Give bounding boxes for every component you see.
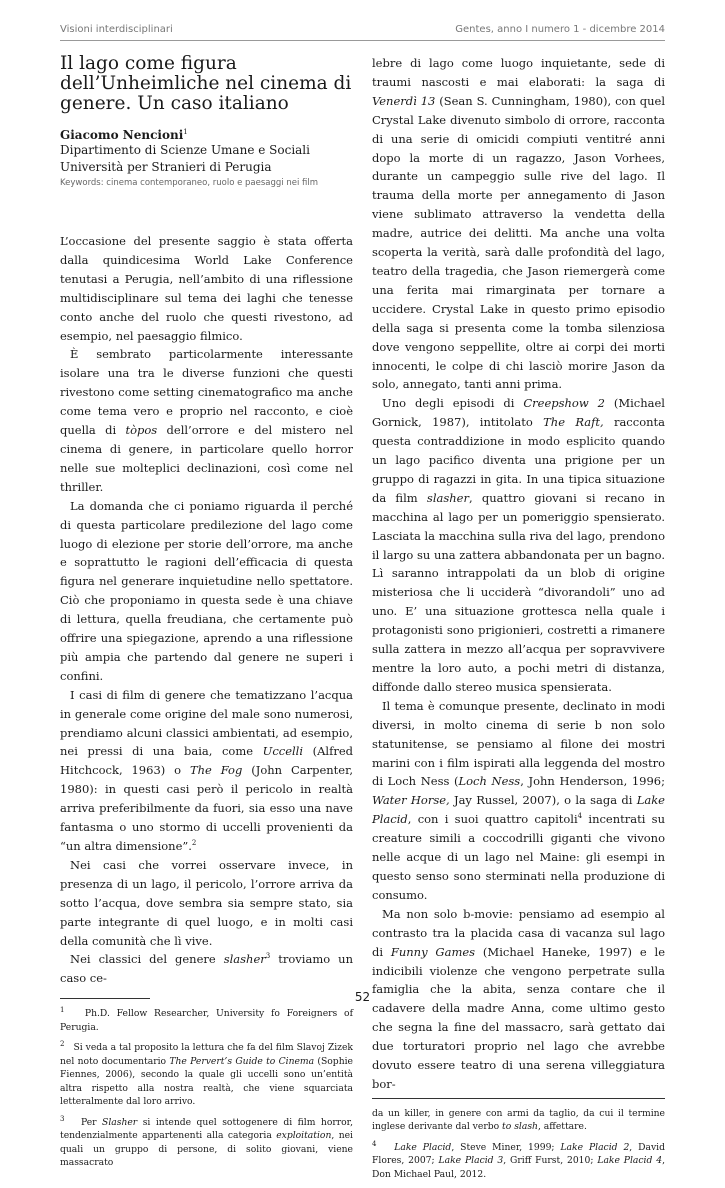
text-run: incentrati su creature simili a coccodrilli giganti che vivono nelle acque di un lago nel Maine: gli esempi in questo senso sono sterminati nella produzione di consumo. — [372, 812, 665, 902]
text-run: Uno degli episodi di — [382, 396, 524, 411]
film-title: The Fog — [189, 763, 243, 778]
footnote-4 — [372, 1141, 665, 1182]
footnote-text: Ph.D. Fellow Researcher, University fo Foreigners of Perugia. — [60, 1008, 353, 1033]
keywords: Keywords: cinema contemporaneo, ruolo e paesaggi nei film — [60, 178, 319, 188]
footnote-text: Per — [80, 1116, 103, 1128]
footnote-text: da un killer, in genere con armi da taglio, da cui il termine inglese derivante dal verbo — [372, 1107, 665, 1133]
italic-term: exploitation — [276, 1130, 332, 1142]
text-run: , quattro giovani si recano in macchina al lago per un pomeriggio spensierato. Lasciata la macchina sulla riva del lago, prendono il largo su una zattera abbandonata per un bagno. Lì saranno intrappolati da un blob di origine misteriosa che li ucciderà “divorandoli” uno ad uno. E’ una situazione grottesca nella quale i protagonisti sono prigionieri, costretti a rimanere sulla zattera in mezzo all’acqua per sopravvivere mentre la loro auto, a pochi metri di distanza, diffonde dallo stereo musica spensierata. — [372, 490, 666, 694]
paragraph — [60, 686, 353, 856]
film-title: The Pervert’s Guide to Cinema — [169, 1055, 315, 1067]
text-run: È sembrato particolarmente interessante isolare una tra le diverse funzioni che questi rivestono come setting cinematografico ma anche come tema vero e proprio nel racconto, e cioè quella di — [60, 347, 353, 438]
footnote-rule — [372, 1098, 665, 1099]
text-run: , John Henderson, 1996; — [520, 774, 665, 789]
film-title: Creepshow 2 — [523, 396, 605, 411]
footnote-text: , Steve Miner, 1999; — [451, 1141, 561, 1153]
left-footnotes — [60, 1007, 353, 1170]
film-title: Funny Games — [390, 944, 476, 959]
author-footnote-ref: 1 — [183, 128, 188, 136]
footnote-2 — [60, 1041, 353, 1109]
paragraph: La domanda che ci poniamo riguarda il perché di questa particolare predilezione del lago come luogo di elezione per storie dell’orrore, ma anche e soprattutto le ragioni dell’efficacia di questa figura nel generare inquietudine nello spettatore. Ciò che proponiamo in questa sede è una chiave di lettura, quella freudiana, che certamente può offrire una spiegazione, aprendo a una riflessione più ampia che partendo dal genere ne superi i confini. — [60, 498, 353, 683]
text-run: Ma non solo b-movie: pensiamo ad esempio al contrasto tra la placida casa di vacanza sul lago di — [372, 906, 665, 959]
text-run: (Sean S. Cunningham, 1980), con quel Crystal Lake divenuto simbolo di orrore, racconta di una serie di omicidi compiuti ventitré anni dopo la morte di un ragazzo, Jason Vorhees, durante un campeggio sulle rive del lago. Il trauma della morte per annegamento di Jason viene sublimato attraverso la vendetta della madre, autrice dei delitti. Ma anche una volta scoperta la verità, sarà dalle profondità del lago, teatro della tragedia, che Jason riemergerà come una ferita mai rimarginata per tornare a uccidere. Crystal Lake in questo primo episodio della saga si presenta come la tomba silenziosa dove vengono seppellite, oltre ai corpi dei morti innocenti, le colpe di chi lasciò morire Jason da solo, annegato, tanti anni prima. — [372, 93, 665, 392]
film-title: Lake Placid 2 — [560, 1141, 630, 1153]
right-footnotes — [372, 1107, 665, 1182]
text-run: (Michael Gornick, 1987), intitolato — [372, 396, 665, 430]
footnote-text: Si veda a tal proposito la lettura che fa del film Slavoj Zizek nel noto documentario — [60, 1042, 354, 1067]
text-run: , con i suoi quattro capitoli — [407, 812, 578, 827]
footnote-text: (Sophie Fiennes, 2006), secondo la quale gli uccelli sono un’entità altra rispetto alla nostra realtà, che viene squarciata letteralmente dal loro arrivo. — [60, 1055, 353, 1108]
footnote-number: 4 — [372, 1139, 377, 1148]
text-run: troviamo un caso ce- — [60, 952, 353, 986]
footnote-text: , nei quali un gruppo di persone, di solito giovani, viene massacrato — [60, 1130, 353, 1169]
footnote-text: , affettare. — [537, 1121, 587, 1133]
footnote-number: 2 — [60, 1040, 65, 1049]
film-title: Venerdì 13 — [372, 93, 436, 108]
right-column — [372, 54, 665, 1188]
paragraph: L’occasione del presente saggio è stata offerta dalla quindicesima World Lake Conference tenutasi a Perugia, nell’ambito di una riflessione multidisciplinare sul tema dei laghi che tenesse conto anche del ruolo che questi rivestono, ad esempio, nel paesaggio filmico. — [60, 234, 353, 343]
italic-term: Slasher — [102, 1116, 138, 1128]
text-run: Nei classici del genere — [70, 952, 224, 967]
text-run: dell’orrore e del mistero nel cinema di genere, in particolare quello horror nelle sue molteplici declinazioni, così come nel thriller. — [60, 423, 353, 494]
footnote-text: , David Flores, 2007; — [372, 1141, 665, 1167]
paragraph: Nei casi che vorrei osservare invece, in presenza di un lago, il pericolo, l’orrore arriva da sotto l’acqua, dove sembra sia sempre stato, sia parte integrante di quel luogo, e in molti casi della comunità che lì vive. — [60, 857, 353, 948]
italic-term: tòpos — [125, 423, 158, 438]
footnote-text: , Griff Furst, 2010; — [503, 1155, 598, 1167]
page-number: 52 — [354, 990, 371, 1004]
text-run: racconta questa contraddizione in modo esplicito quando un lago pacifico diventa una prigione per un gruppo di ragazzi in gita. In una tipica situazione da film — [372, 415, 665, 505]
author-name-text: Giacomo Nencioni — [60, 128, 184, 142]
italic-term: to slash — [502, 1121, 538, 1133]
header-rule — [60, 40, 665, 41]
footnote-ref: 2 — [191, 839, 197, 848]
left-column — [60, 54, 353, 1177]
affiliation-department: Dipartimento di Scienze Umane e Sociali — [60, 143, 310, 157]
right-body-text — [372, 54, 665, 1094]
paragraph — [372, 54, 665, 394]
text-run: Il tema è comunque presente, declinato in modi diversi, in molto cinema di serie b non solo statunitense, se pensiamo al filone dei mostri marini con i film ispirati alla leggenda del mostro di Loch Ness ( — [372, 698, 665, 789]
paragraph — [372, 394, 665, 697]
paragraph — [60, 950, 353, 988]
film-title: Lake Placid 3 — [438, 1155, 504, 1167]
running-header-left: Visioni interdisciplinari — [60, 24, 173, 35]
footnote-ref: 4 — [577, 812, 583, 821]
affiliation-university: Università per Stranieri di Perugia — [60, 160, 272, 174]
italic-term: slasher — [426, 490, 469, 505]
footnote-text: si intende quel sottogenere di film horror, tendenzialmente appartenenti alla categoria — [60, 1116, 353, 1142]
left-body-text — [60, 232, 353, 988]
text-run: (Michael Haneke, 1997) e le indicibili violenze che vengono perpetrate sulla famiglia che la abita, senza contare che il cadavere della madre Anna, come ultimo gesto che segna la fine del massacro, sarà gettato dai due torturatori proprio nel lago che avrebbe dovuto essere teatro di una serena villeggiatura bor- — [372, 944, 665, 1091]
footnote-1 — [60, 1007, 353, 1034]
text-run: (John Carpenter, 1980): in questi casi però il pericolo in realtà arriva preferibilmente da fuori, sia esso una nave fantasma o uno stormo di uccelli provenienti da “un altra dimensione”. — [60, 763, 353, 853]
author-name — [60, 128, 353, 142]
footnote-text: , Don Michael Paul, 2012. — [372, 1155, 665, 1180]
film-title: Lake Placid — [372, 793, 665, 827]
paragraph — [372, 697, 665, 905]
text-run: lebre di lago come luogo inquietante, sede di traumi nascosti e mai elaborati: la saga di — [372, 56, 665, 89]
film-title: Lake Placid — [394, 1141, 452, 1153]
footnote-3-continued — [372, 1107, 665, 1134]
film-title: Loch Ness — [458, 774, 521, 789]
film-title: Water Horse, — [372, 793, 450, 808]
film-title: Lake Placid 4 — [597, 1155, 663, 1167]
footnote-ref: 3 — [265, 952, 271, 961]
paragraph — [60, 345, 353, 496]
italic-term: slasher — [223, 952, 266, 967]
footnote-number: 1 — [60, 1006, 65, 1015]
running-header-right: Gentes, anno I numero 1 - dicembre 2014 — [455, 24, 665, 35]
footnote-number: 3 — [60, 1114, 65, 1123]
text-run: Jay Russel, 2007), o la saga di — [449, 793, 637, 808]
text-run: I casi di film di genere che tematizzano l’acqua in generale come origine del male sono numerosi, prendiamo alcuni classici ambientati, ad esempio, nei pressi di una baia, come — [60, 687, 353, 759]
film-title: The Raft, — [543, 415, 604, 430]
article-title: Il lago come figura dell’Unheimliche nel cinema di genere. Un caso italiano — [60, 53, 352, 114]
text-run: (Alfred Hitchcock, 1963) o — [60, 744, 354, 778]
film-title: Uccelli — [262, 744, 304, 759]
footnote-3 — [60, 1116, 353, 1170]
